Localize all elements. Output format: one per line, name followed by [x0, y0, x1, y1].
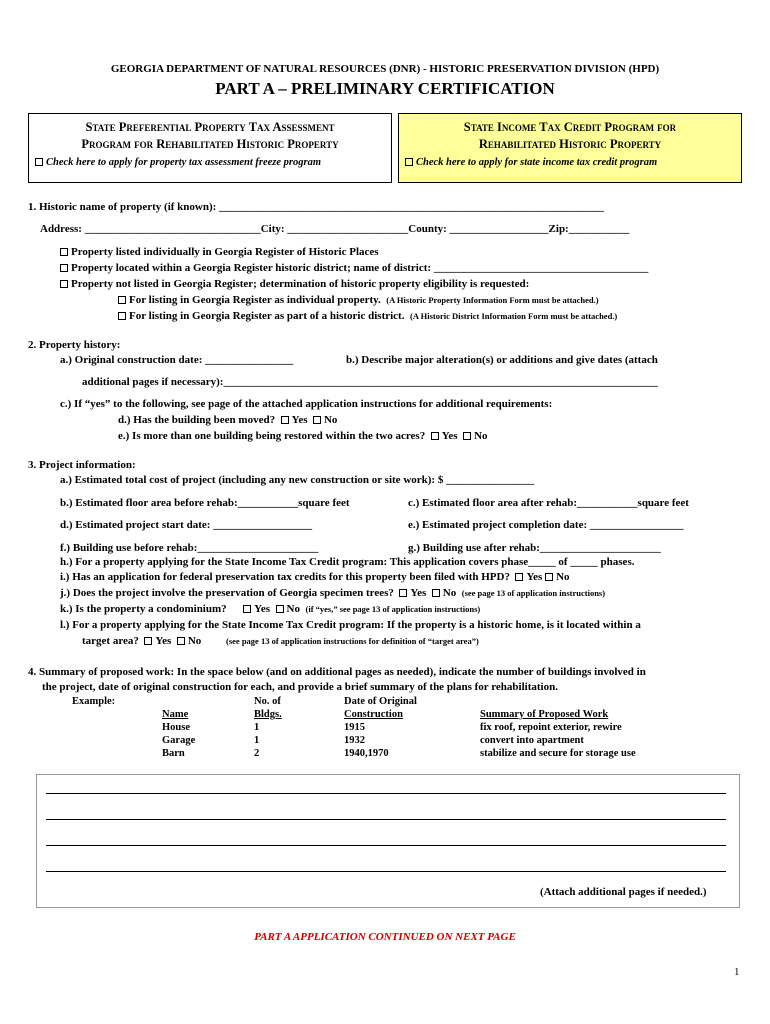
example-name-column: Name House Garage Barn: [162, 709, 196, 759]
target-yes-checkbox[interactable]: [144, 637, 152, 645]
summary-line: [46, 871, 726, 872]
page-title: PART A – PRELIMINARY CERTIFICATION: [215, 79, 555, 98]
total-cost-field[interactable]: a.) Estimated total cost of project (including any new construction or site work): $ ________________: [60, 474, 535, 486]
target-area-row: target area? Yes No (see page 13 of application instructions for definition of “target area”): [82, 635, 479, 647]
property-tax-checkbox-label: Check here to apply for property tax assessment freeze program: [46, 157, 322, 168]
property-tax-program-title-2: Program for Rehabilitated Historic Property: [81, 137, 339, 151]
property-tax-program-box: [28, 113, 392, 183]
example-date-column: Date of Original Construction 1915 1932 1940,1970: [344, 696, 417, 759]
summary-heading-2: the project, date of original construction for each, and provide a brief summary of the plans for rehabilitation.: [42, 681, 558, 693]
attach-pages-note: (Attach additional pages if needed.): [540, 886, 707, 898]
alterations-field[interactable]: additional pages if necessary):_______________________________________________________________________________: [82, 376, 658, 388]
income-tax-program-title-2: Rehabilitated Historic Property: [478, 137, 662, 151]
property-tax-checkbox[interactable]: [35, 158, 43, 166]
start-date-field[interactable]: d.) Estimated project start date: __________________: [60, 519, 313, 531]
option-not-listed[interactable]: Property not listed in Georgia Register; determination of historic property eligibility is requested:: [60, 278, 529, 290]
summary-heading: 4. Summary of proposed work: In the space below (and on additional pages as needed), indicate the number of buildings involved in: [28, 666, 646, 678]
property-tax-checkbox-row[interactable]: [35, 157, 385, 168]
multiple-no-checkbox[interactable]: [463, 432, 471, 440]
federal-yes-checkbox[interactable]: [515, 573, 523, 581]
option-listed-individually[interactable]: Property listed individually in Georgia Register of Historic Places: [60, 246, 379, 258]
checkbox-icon[interactable]: [60, 280, 68, 288]
multiple-buildings-question: e.) Is more than one building being restored within the two acres? Yes No: [118, 430, 488, 442]
checkbox-icon[interactable]: [60, 264, 68, 272]
checkbox-icon[interactable]: [60, 248, 68, 256]
alterations-label: b.) Describe major alteration(s) or additions and give dates (attach: [346, 354, 658, 366]
option-district-listing[interactable]: For listing in Georgia Register as part of a historic district. (A Historic District Information Form must be attached.): [118, 310, 617, 322]
checkbox-icon[interactable]: [118, 312, 126, 320]
checkbox-icon[interactable]: [118, 296, 126, 304]
requirements-note: c.) If “yes” to the following, see page of the attached application instructions for additional requirements:: [60, 398, 553, 410]
target-no-checkbox[interactable]: [177, 637, 185, 645]
condominium-question: k.) Is the property a condominium? Yes No (if “yes,” see page 13 of application instructions): [60, 603, 481, 615]
moved-yes-checkbox[interactable]: [281, 416, 289, 424]
completion-date-field[interactable]: e.) Estimated project completion date: _________________: [408, 519, 684, 531]
floor-area-before-field[interactable]: b.) Estimated floor area before rehab:___________square feet: [60, 497, 350, 509]
option-individual-listing[interactable]: For listing in Georgia Register as individual property. (A Historic Property Information Form must be attached.): [118, 294, 599, 306]
phase-field[interactable]: h.) For a property applying for the State Income Tax Credit program: This application covers phase_____ of _____ phases.: [60, 556, 635, 568]
example-summary-column: Summary of Proposed Work fix roof, repoint exterior, rewire convert into apartment stabilize and secure for storage use: [480, 709, 636, 759]
income-tax-checkbox[interactable]: [405, 158, 413, 166]
income-tax-program-title-1: State Income Tax Credit Program for: [463, 120, 677, 134]
federal-no-checkbox[interactable]: [545, 573, 553, 581]
option-historic-district[interactable]: Property located within a Georgia Register historic district; name of district: _______________________________________: [60, 262, 648, 274]
use-after-field[interactable]: g.) Building use after rehab:______________________: [408, 542, 661, 554]
property-history-heading: 2. Property history:: [28, 339, 121, 351]
income-tax-checkbox-row[interactable]: [405, 157, 735, 168]
example-bldgs-column: No. of Bldgs. 1 1 2: [254, 696, 282, 759]
income-tax-program-box: [398, 113, 742, 183]
property-tax-program-title-1: State Preferential Property Tax Assessment: [85, 120, 335, 134]
income-tax-checkbox-label: Check here to apply for state income tax credit program: [416, 157, 658, 168]
floor-area-after-field[interactable]: c.) Estimated floor area after rehab:___________square feet: [408, 497, 689, 509]
building-moved-question: d.) Has the building been moved? Yes No: [118, 414, 338, 426]
construction-date-field[interactable]: a.) Original construction date: ________________: [60, 354, 294, 366]
multiple-yes-checkbox[interactable]: [431, 432, 439, 440]
historic-name-field[interactable]: 1. Historic name of property (if known): ______________________________________________________________________: [28, 201, 605, 213]
condo-yes-checkbox[interactable]: [243, 605, 251, 613]
example-label: Example:: [72, 696, 116, 707]
target-area-question: l.) For a property applying for the State Income Tax Credit program: If the property is a historic home, is it located within a: [60, 619, 641, 631]
federal-credit-question: i.) Has an application for federal preservation tax credits for this property been filed with HPD? Yes No: [60, 571, 570, 583]
specimen-trees-question: j.) Does the project involve the preservation of Georgia specimen trees? Yes No (see page 13 of application instructions): [60, 587, 606, 599]
project-info-heading: 3. Project information:: [28, 459, 136, 471]
trees-yes-checkbox[interactable]: [399, 589, 407, 597]
address-field[interactable]: Address: ________________________________City: ______________________County: __________________Zip:___________: [40, 223, 630, 235]
summary-line: [46, 819, 726, 820]
summary-line: [46, 793, 726, 794]
summary-line: [46, 845, 726, 846]
use-before-field[interactable]: f.) Building use before rehab:______________________: [60, 542, 319, 554]
moved-no-checkbox[interactable]: [313, 416, 321, 424]
condo-no-checkbox[interactable]: [276, 605, 284, 613]
trees-no-checkbox[interactable]: [432, 589, 440, 597]
page-number: 1: [734, 966, 740, 978]
department-header: GEORGIA DEPARTMENT OF NATURAL RESOURCES (DNR) - HISTORIC PRESERVATION DIVISION (HPD): [110, 63, 660, 75]
continued-notice: PART A APPLICATION CONTINUED ON NEXT PAGE: [254, 931, 516, 943]
